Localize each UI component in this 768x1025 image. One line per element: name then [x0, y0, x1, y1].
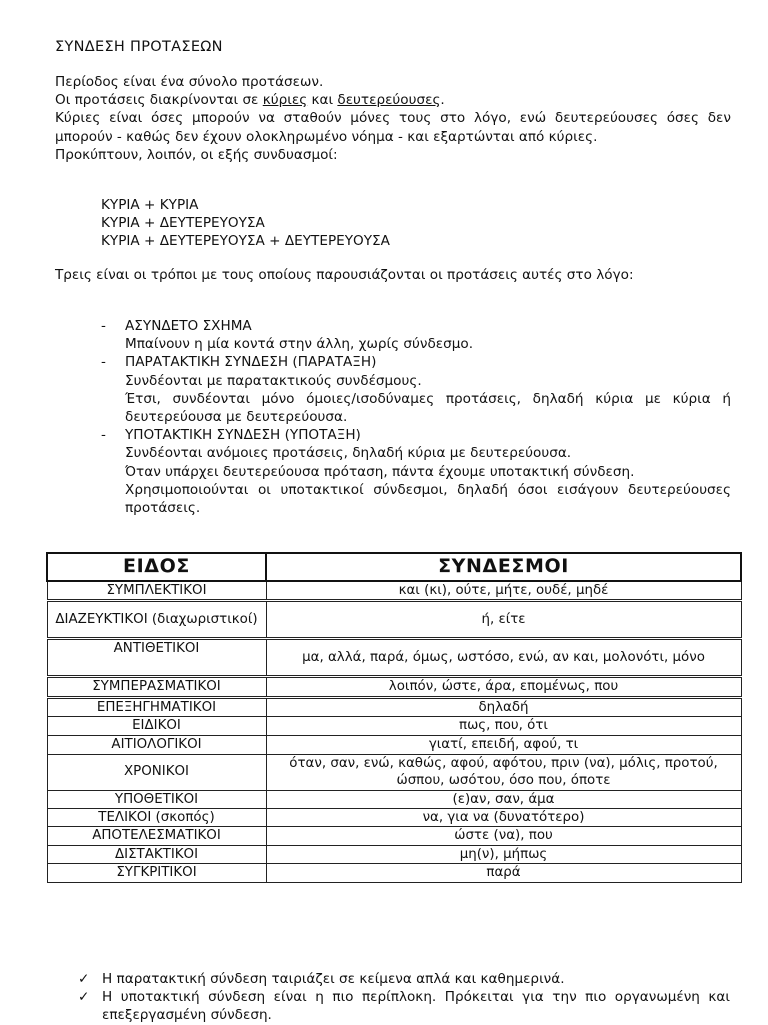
table-row [47, 639, 741, 677]
combination-item: ΚΥΡΙΑ + ΔΕΥΤΕΡΕΥΟΥΣΑ + ΔΕΥΤΕΡΕΥΟΥΣΑ [101, 233, 390, 250]
table-cell-kind: ΑΝΤΙΘΕΤΙΚΟΙ [47, 639, 266, 677]
intro-section [55, 73, 731, 164]
table-cell-conjunctions: μη(ν), μήπως [266, 845, 741, 863]
intro-line: Προκύπτουν, λοιπόν, οι εξής συνδυασμοί: [55, 146, 338, 163]
table-cell-kind: ΑΠΟΤΕΛΕΣΜΑΤΙΚΟΙ [47, 827, 266, 845]
intro-line [55, 91, 731, 109]
intro-text: Οι προτάσεις διακρίνονται σε [55, 92, 263, 109]
table-cell-conjunctions: πως, που, ότι [266, 717, 741, 735]
notes-list [78, 970, 730, 1025]
table-cell-conjunctions: να, για να (δυνατότερο) [266, 809, 741, 827]
table-cell-conjunctions: ή, είτε [266, 601, 741, 639]
table-cell-kind: ΧΡΟΝΙΚΟΙ [47, 754, 266, 790]
table-cell-conjunctions: όταν, σαν, ενώ, καθώς, αφού, αφότου, πριν (να), μόλις, προτού, ώσπου, ωσότου, όσο που, όποτε [266, 754, 741, 790]
checkmark-icon: ✓ [78, 989, 90, 1006]
ways-list [101, 317, 731, 517]
table-row [47, 735, 741, 754]
way-item [101, 317, 731, 353]
way-line: Όταν υπάρχει δευτερεύουσα πρόταση, πάντα έχουμε υποτακτική σύνδεση. [125, 463, 635, 480]
combinations-list [101, 196, 390, 251]
way-heading: ΠΑΡΑΤΑΚΤΙΚΗ ΣΥΝΔΕΣΗ (ΠΑΡΑΤΑΞΗ) [125, 354, 377, 371]
table-row [47, 677, 741, 697]
way-heading: ΑΣΥΝΔΕΤΟ ΣΧΗΜΑ [125, 318, 252, 334]
combination-item: ΚΥΡΙΑ + ΚΥΡΙΑ [101, 197, 199, 213]
table-cell-kind: ΕΙΔΙΚΟΙ [47, 717, 266, 735]
table-header-row [47, 553, 741, 581]
dash-bullet: - [101, 427, 106, 444]
table-row [47, 845, 741, 863]
way-item [101, 426, 731, 517]
table-cell-conjunctions: παρά [266, 864, 741, 882]
table-row [47, 601, 741, 639]
table-row [47, 697, 741, 716]
table-cell-conjunctions: δηλαδή [266, 697, 741, 716]
way-line: Μπαίνουν η μία κοντά στην άλλη, χωρίς σύνδεσμο. [125, 336, 474, 353]
underlined-term-main: κύριες [262, 92, 308, 109]
way-line: Συνδέονται ανόμοιες προτάσεις, δηλαδή κύρια με δευτερεύουσα. [125, 445, 572, 462]
way-heading: ΥΠΟΤΑΚΤΙΚΗ ΣΥΝΔΕΣΗ (ΥΠΟΤΑΞΗ) [125, 427, 361, 444]
table-row [47, 864, 741, 882]
table-cell-kind: ΣΥΜΠΕΡΑΣΜΑΤΙΚΟΙ [47, 677, 266, 697]
table-cell-kind: ΑΙΤΙΟΛΟΓΙΚΟΙ [47, 735, 266, 754]
table-cell-conjunctions: (ε)αν, σαν, άμα [266, 790, 741, 808]
table-row [47, 809, 741, 827]
note-text: Η υποτακτική σύνδεση είναι η πιο περίπλοκη. Πρόκειται για την πιο οργανωμένη και επεξεργασμένη σύνδεση. [102, 989, 730, 1024]
table-cell-kind: ΔΙΣΤΑΚΤΙΚΟΙ [47, 845, 266, 863]
page-title: ΣΥΝΔΕΣΗ ΠΡΟΤΑΣΕΩΝ [55, 39, 223, 55]
way-line: Συνδέονται με παρατακτικούς συνδέσμους. [125, 372, 422, 389]
combination-item: ΚΥΡΙΑ + ΔΕΥΤΕΡΕΥΟΥΣΑ [101, 215, 265, 232]
table-row [47, 717, 741, 735]
checkmark-icon: ✓ [78, 971, 90, 987]
intro-line: Κύριες είναι όσες μπορούν να σταθούν μόνες τους στο λόγο, ενώ δευτερεύουσες όσες δεν μπορούν - καθώς δεν έχουν ολοκληρωμένο νόημα - και εξαρτώνται από κύριες. [55, 110, 731, 145]
table-row [47, 827, 741, 845]
header-conjunctions: ΣΥΝΔΕΣΜΟΙ [266, 553, 741, 581]
dash-bullet: - [101, 354, 106, 371]
conjunctions-table [46, 552, 742, 883]
table-cell-conjunctions: λοιπόν, ώστε, άρα, επομένως, που [266, 677, 741, 697]
note-item [78, 988, 730, 1024]
way-line: Χρησιμοποιούνται οι υποτακτικοί σύνδεσμοι, δηλαδή όσοι εισάγουν δευτερεύουσες προτάσεις. [125, 481, 731, 517]
table-cell-kind: ΣΥΜΠΛΕΚΤΙΚΟΙ [47, 581, 266, 601]
intro-line: Περίοδος είναι ένα σύνολο προτάσεων. [55, 74, 324, 90]
table-row [47, 790, 741, 808]
table-cell-kind: ΕΠΕΞΗΓΗΜΑΤΙΚΟΙ [47, 697, 266, 716]
note-item [78, 970, 730, 988]
table-cell-conjunctions: ώστε (να), που [266, 827, 741, 845]
table-row [47, 754, 741, 790]
dash-bullet: - [101, 318, 106, 334]
table-cell-conjunctions: μα, αλλά, παρά, όμως, ωστόσο, ενώ, αν και, μολονότι, μόνο [266, 639, 741, 677]
way-item [101, 353, 731, 426]
underlined-term-sub: δευτερεύουσες [337, 92, 441, 109]
table-row [47, 581, 741, 601]
three-ways-paragraph: Τρεις είναι οι τρόποι με τους οποίους παρουσιάζονται οι προτάσεις αυτές στο λόγο: [55, 267, 634, 283]
note-text: Η παρατακτική σύνδεση ταιριάζει σε κείμενα απλά και καθημερινά. [102, 971, 565, 987]
table-cell-kind: ΥΠΟΘΕΤΙΚΟΙ [47, 790, 266, 808]
intro-text: και [307, 92, 338, 109]
header-kind: ΕΙΔΟΣ [47, 553, 266, 581]
way-line: Έτσι, συνδέονται μόνο όμοιες/ισοδύναμες προτάσεις, δηλαδή κύρια με κύρια ή δευτερεύουσα με δευτερεύουσα. [125, 390, 731, 426]
table-cell-kind: ΣΥΓΚΡΙΤΙΚΟΙ [47, 864, 266, 882]
table-cell-kind: ΤΕΛΙΚΟΙ (σκοπός) [47, 809, 266, 827]
intro-text: . [440, 92, 445, 109]
table-cell-conjunctions: γιατί, επειδή, αφού, τι [266, 735, 741, 754]
table-cell-conjunctions: και (κι), ούτε, μήτε, ουδέ, μηδέ [266, 581, 741, 601]
table-cell-kind: ΔΙΑΖΕΥΚΤΙΚΟΙ (διαχωριστικοί) [47, 601, 266, 639]
